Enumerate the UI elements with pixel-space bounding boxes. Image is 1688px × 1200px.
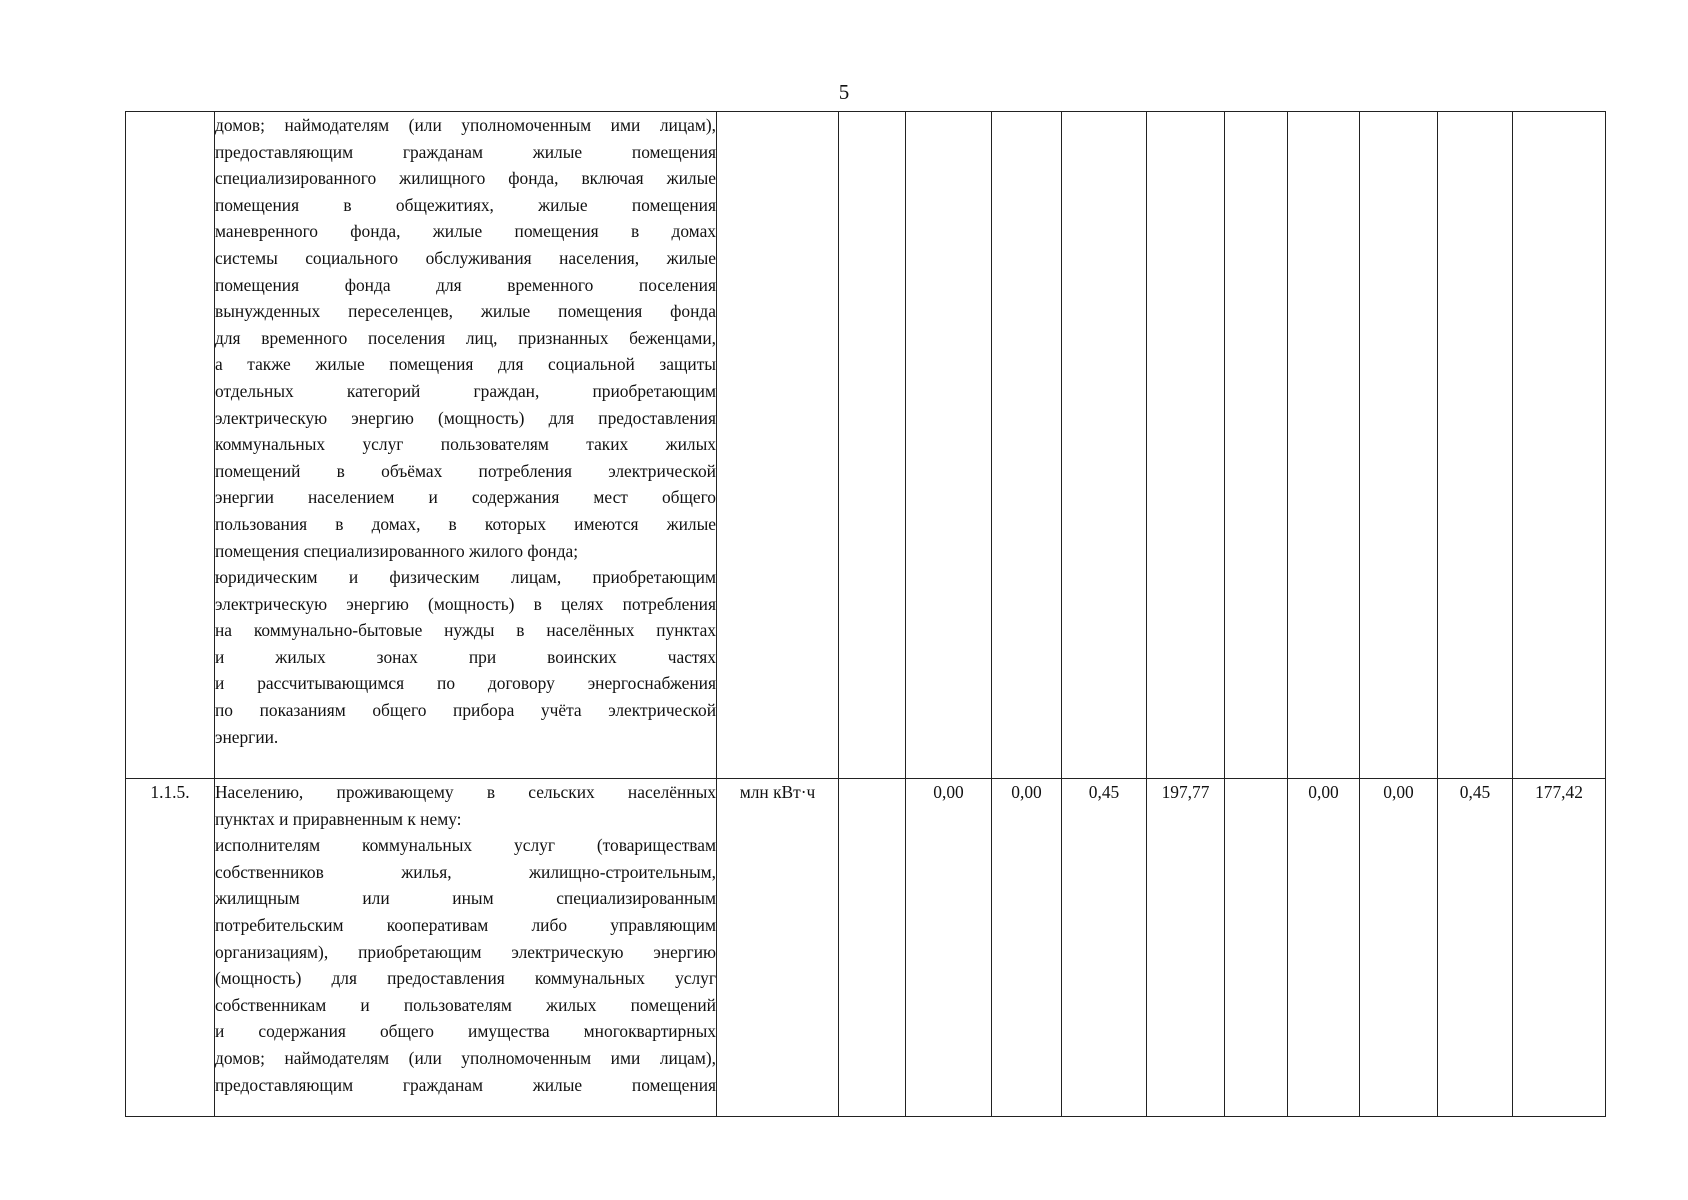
value-cell [1147, 112, 1225, 779]
value-cell [1225, 112, 1288, 779]
value-cell: 0,45 [1062, 779, 1147, 1117]
table-body [126, 112, 1606, 1117]
description-line: маневренного фонда, жилые помещения в домах [215, 221, 716, 242]
description-line: жилищным или иным специализированным [215, 888, 716, 909]
value-cell [1062, 112, 1147, 779]
description-line: помещения фонда для временного поселения [215, 274, 716, 295]
row-number-cell: 1.1.5. [126, 779, 215, 1117]
value-cell [839, 779, 906, 1117]
description-line: помещения специализированного жилого фонда; [215, 540, 579, 561]
description-line: системы социального обслуживания населения, жилые [215, 247, 716, 268]
description-line: по показаниям общего прибора учёта электрической [215, 700, 716, 721]
value-cell: 197,77 [1147, 779, 1225, 1117]
value-cell [1288, 112, 1360, 779]
description-line: собственникам и пользователям жилых помещений [215, 994, 716, 1015]
tariff-table [125, 111, 1606, 1117]
description-line: специализированного жилищного фонда, включая жилые [215, 168, 716, 189]
description-line: собственников жилья, жилищно-строительным, [215, 861, 716, 882]
description-line: отдельных категорий граждан, приобретающим [215, 380, 716, 401]
description-line: помещений в объёмах потребления электрической [215, 460, 716, 481]
description-line: предоставляющим гражданам жилые помещения [215, 141, 716, 162]
row-number-cell [126, 112, 215, 779]
description-line: (мощность) для предоставления коммунальных услуг [215, 968, 716, 989]
value-cell: 0,00 [1288, 779, 1360, 1117]
description-line: энергии населением и содержания мест общего [215, 487, 716, 508]
value-cell [1225, 779, 1288, 1117]
value-cell: 0,45 [1438, 779, 1513, 1117]
value-cell: 0,00 [992, 779, 1062, 1117]
page-number: 5 [838, 80, 850, 104]
value-cell [1513, 112, 1606, 779]
description-line: пользования в домах, в которых имеются жилые [215, 513, 716, 534]
value-cell [906, 112, 992, 779]
value-cell: 177,42 [1513, 779, 1606, 1117]
description-line: для временного поселения лиц, признанных беженцами, [215, 327, 716, 348]
description-line: коммунальных услуг пользователям таких жилых [215, 434, 716, 455]
description-line: и содержания общего имущества многоквартирных [215, 1021, 716, 1042]
description-line: и жилых зонах при воинских частях [215, 646, 716, 667]
description-line: Населению, проживающему в сельских населённых [215, 782, 716, 802]
table-row [126, 779, 1606, 1117]
description-line: электрическую энергию (мощность) для предоставления [215, 407, 716, 428]
description-line: на коммунально-бытовые нужды в населённых пунктах [215, 620, 716, 641]
description-line: исполнителям коммунальных услуг (товариществам [215, 835, 716, 856]
description-line: а также жилые помещения для социальной защиты [215, 354, 716, 375]
description-line: и рассчитывающимся по договору энергоснабжения [215, 673, 716, 694]
table-row [126, 112, 1606, 779]
unit-cell: млн кВт·ч [717, 779, 839, 1117]
description-line: энергии. [215, 726, 279, 747]
description-line: электрическую энергию (мощность) в целях потребления [215, 593, 716, 614]
description-line: предоставляющим гражданам жилые помещения [215, 1074, 716, 1095]
description-cell [215, 112, 717, 779]
value-cell [1438, 112, 1513, 779]
description-cell [215, 779, 717, 1117]
description-line: организациям), приобретающим электрическую энергию [215, 941, 716, 962]
description-line: вынужденных переселенцев, жилые помещения фонда [215, 301, 716, 322]
value-cell [992, 112, 1062, 779]
description-line: потребительским кооперативам либо управляющим [215, 914, 716, 935]
description-line: помещения в общежитиях, жилые помещения [215, 194, 716, 215]
description-line: юридическим и физическим лицам, приобретающим [215, 567, 716, 588]
value-cell [1360, 112, 1438, 779]
description-line: домов; наймодателям (или уполномоченным ими лицам), [215, 115, 716, 135]
value-cell: 0,00 [1360, 779, 1438, 1117]
description-line: домов; наймодателям (или уполномоченным ими лицам), [215, 1047, 716, 1068]
value-cell [839, 112, 906, 779]
value-cell: 0,00 [906, 779, 992, 1117]
unit-cell [717, 112, 839, 779]
description-line: пунктах и приравненным к нему: [215, 808, 462, 829]
